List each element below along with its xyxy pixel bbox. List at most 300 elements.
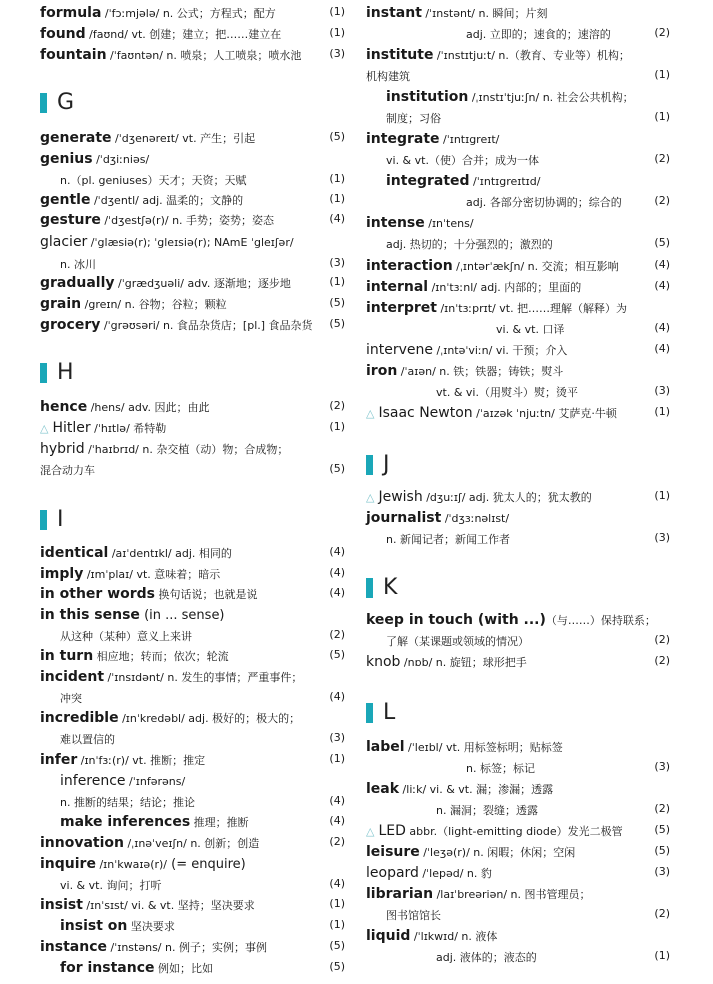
headword: keep in touch (with ...) [366, 612, 546, 628]
definition: adj. 液体的；液态的 [436, 951, 537, 964]
section-bar [40, 93, 47, 113]
phonetic: /ˈdʒiːniəs/ [92, 153, 150, 166]
entry-continuation [40, 918, 345, 934]
definition: n. 例子；实例；事例 [161, 941, 267, 954]
section-letter: I [57, 507, 64, 532]
headword: incredible [40, 710, 119, 726]
entry-continuation [366, 89, 670, 105]
headword: gentle [40, 192, 91, 208]
definition: adj. 热切的；十分强烈的；激烈的 [386, 238, 553, 251]
entry-continuation [366, 531, 670, 547]
unit-number: (5) [329, 296, 345, 309]
dictionary-entry [40, 607, 345, 623]
entry-continuation [366, 194, 670, 210]
unit-number: (2) [654, 194, 670, 207]
section-header [366, 575, 397, 600]
unit-number: (1) [654, 489, 670, 502]
definition: n. 标签；标记 [466, 762, 535, 775]
unit-number: (1) [329, 192, 345, 205]
entry-continuation [40, 690, 345, 706]
unit-number: (4) [329, 877, 345, 890]
dictionary-entry [40, 26, 345, 42]
unit-number: (4) [329, 814, 345, 827]
definition: vt. 创建；建立；把……建立在 [127, 28, 282, 41]
headword: iron [366, 363, 398, 379]
definition: （与……）保持联系； [545, 614, 656, 627]
headword: intervene [366, 342, 434, 358]
section-letter: H [57, 360, 74, 385]
phonetic: /aɪˈdentɪkl/ [108, 547, 172, 560]
dictionary-entry [366, 510, 670, 526]
unit-number: (2) [329, 628, 345, 641]
triangle-icon: △ [366, 825, 375, 838]
phonetic: /ˈɪnfərəns/ [125, 775, 186, 788]
entry-continuation [366, 110, 670, 126]
phonetic: /ˈdʒentl/ [90, 194, 139, 207]
dictionary-entry [366, 844, 670, 860]
phonetic: /nɒb/ [400, 656, 433, 669]
unit-number: (4) [329, 690, 345, 703]
phonetic: /laɪˈbreəriən/ [433, 888, 508, 901]
definition: n. 液体 [457, 930, 498, 943]
headword: institution [386, 89, 469, 105]
definition: adj. 各部分密切协调的；综合的 [466, 196, 622, 209]
entry-continuation [40, 960, 345, 976]
headword: integrated [386, 173, 470, 189]
section-header [40, 90, 74, 115]
phonetic: /ˈdʒenəreɪt/ [111, 132, 179, 145]
definition: 了解（某课题或领域的情况） [386, 635, 529, 648]
unit-number: (5) [329, 648, 345, 661]
definition: vt. 把……理解（解释）为 [495, 302, 628, 315]
dictionary-entry [366, 215, 670, 231]
unit-number: (1) [329, 752, 345, 765]
unit-number: (4) [329, 212, 345, 225]
headword: generate [40, 130, 112, 146]
unit-number: (4) [329, 566, 345, 579]
definition: n. 公式；方程式；配方 [159, 7, 276, 20]
dictionary-entry [40, 296, 345, 312]
unit-number: (1) [654, 68, 670, 81]
headword: formula [40, 5, 102, 21]
phonetic: /faʊnd/ [85, 28, 128, 41]
unit-number: (2) [654, 654, 670, 667]
definition: 艾萨克·牛顿 [554, 407, 617, 420]
unit-number: (3) [654, 865, 670, 878]
section-header [366, 700, 395, 725]
headword: imply [40, 566, 84, 582]
definition: n. 漏洞；裂缝；透露 [436, 804, 538, 817]
definition: adj. 犹太人的；犹太教的 [465, 491, 592, 504]
definition: n. 瞬间；片刻 [475, 7, 548, 20]
phonetic: /ɪnˈkwaɪə(r)/ [95, 858, 168, 871]
section-header [40, 360, 74, 385]
phonetic: /ˌɪnəˈveɪʃn/ [124, 837, 187, 850]
definition: (= enquire) [167, 857, 246, 872]
unit-number: (2) [654, 633, 670, 646]
headword: interaction [366, 258, 453, 274]
headword: inference [60, 773, 126, 789]
definition: abbr.（light-emitting diode）发光二极管 [405, 825, 623, 838]
dictionary-entry [366, 5, 670, 21]
dictionary-entry [40, 151, 345, 167]
unit-number: (3) [654, 760, 670, 773]
headword: instant [366, 5, 422, 21]
phonetic: /ˈdʒestʃə(r)/ [100, 214, 169, 227]
headword: in other words [40, 586, 156, 602]
unit-number: (4) [654, 342, 670, 355]
headword: gradually [40, 275, 115, 291]
headword: institute [366, 47, 434, 63]
headword: inquire [40, 856, 96, 872]
unit-number: (2) [654, 26, 670, 39]
definition: 冲突 [60, 692, 82, 705]
entry-continuation [366, 173, 670, 189]
definition: 从这种（某种）意义上来讲 [60, 630, 192, 643]
dictionary-entry [366, 300, 670, 316]
phonetic: /ˈɪntɪgreɪtɪd/ [469, 175, 541, 188]
definition: n. 闲暇；休闲；空闲 [469, 846, 576, 859]
dictionary-entry [40, 545, 345, 561]
phonetic: /ˌɪntəˈviːn/ [433, 344, 493, 357]
definition: vt. 推断；推定 [128, 754, 206, 767]
definition: vi. & vt. 询问；打听 [60, 879, 162, 892]
definition: vt. 产生；引起 [178, 132, 256, 145]
headword: hence [40, 399, 88, 415]
section-header [40, 507, 64, 532]
entry-continuation [40, 814, 345, 830]
definition: 图书馆馆长 [386, 909, 441, 922]
phonetic: /ˈlepəd/ [418, 867, 464, 880]
entry-continuation [40, 256, 345, 272]
unit-number: (5) [329, 130, 345, 143]
definition: n.（教育、专业等）机构； [494, 49, 630, 62]
headword: hybrid [40, 441, 85, 457]
entry-continuation [366, 384, 670, 400]
headword: label [366, 739, 405, 755]
unit-number: (4) [329, 545, 345, 558]
headword: liquid [366, 928, 411, 944]
entry-continuation [40, 731, 345, 747]
definition: 希特勒 [129, 422, 167, 435]
headword: integrate [366, 131, 440, 147]
phonetic: /greɪn/ [81, 298, 122, 311]
dictionary-entry [40, 420, 345, 436]
unit-number: (1) [654, 110, 670, 123]
unit-number: (3) [329, 256, 345, 269]
section-bar [366, 578, 373, 598]
dictionary-entry [40, 275, 345, 291]
phonetic: /ˈɪnstənt/ [421, 7, 475, 20]
entry-continuation [366, 321, 670, 337]
definition: n. 发生的事情；严重事件； [163, 671, 303, 684]
entry-continuation [40, 628, 345, 644]
section-header [366, 452, 390, 477]
dictionary-entry [40, 234, 345, 250]
unit-number: (1) [329, 897, 345, 910]
definition: vt. & vi.（用熨斗）熨；烫平 [436, 386, 578, 399]
triangle-icon: △ [40, 422, 49, 435]
definition: n. 新闻记者；新闻工作者 [386, 533, 510, 546]
phonetic: /ˈɪnstɪtjuːt/ [433, 49, 495, 62]
definition: n. 手势；姿势；姿态 [168, 214, 275, 227]
unit-number: (3) [654, 531, 670, 544]
entry-continuation [366, 236, 670, 252]
unit-number: (1) [329, 918, 345, 931]
definition: adj. 立即的；速食的；速溶的 [466, 28, 611, 41]
unit-number: (2) [654, 907, 670, 920]
headword: journalist [366, 510, 442, 526]
section-letter: G [57, 90, 75, 115]
phonetic: /ˈgrædʒuəli/ [114, 277, 184, 290]
unit-number: (5) [329, 960, 345, 973]
headword: Hitler [52, 420, 91, 436]
phonetic: /ˈleʒə(r)/ [419, 846, 470, 859]
definition: vt. 意味着；暗示 [132, 568, 221, 581]
definition: n. 铁；铁器；铸铁；熨斗 [435, 365, 564, 378]
section-bar [40, 510, 47, 530]
phonetic: /ˈɪnstəns/ [107, 941, 162, 954]
entry-continuation [366, 760, 670, 776]
headword: insist on [60, 918, 128, 934]
dictionary-entry [366, 823, 670, 839]
dictionary-entry [366, 781, 670, 797]
headword: infer [40, 752, 78, 768]
unit-number: (4) [329, 586, 345, 599]
definition: n. 谷物；谷粒；颗粒 [121, 298, 227, 311]
phonetic: /ɪmˈplaɪ/ [83, 568, 133, 581]
dictionary-entry [366, 739, 670, 755]
headword: gesture [40, 212, 101, 228]
entry-continuation [366, 68, 670, 84]
unit-number: (5) [654, 844, 670, 857]
entry-continuation [366, 802, 670, 818]
headword: make inferences [60, 814, 191, 830]
definition: adj. 温柔的；文静的 [138, 194, 244, 207]
headword: innovation [40, 835, 124, 851]
dictionary-entry [40, 5, 345, 21]
dictionary-entry [40, 939, 345, 955]
definition: 例如；比如 [154, 962, 213, 975]
headword: interpret [366, 300, 437, 316]
triangle-icon: △ [366, 407, 375, 420]
definition: n.（pl. geniuses）天才；天资；天赋 [60, 174, 247, 187]
entry-continuation [40, 773, 345, 789]
unit-number: (2) [654, 802, 670, 815]
headword: librarian [366, 886, 434, 902]
dictionary-entry [40, 669, 345, 685]
definition: n. 创新；创造 [186, 837, 260, 850]
unit-number: (1) [654, 405, 670, 418]
entry-continuation [366, 26, 670, 42]
headword: Isaac Newton [378, 405, 473, 421]
definition: n. 杂交植（动）物；合成物； [138, 443, 289, 456]
definition: vi. & vt.（使）合并；成为一体 [386, 154, 539, 167]
headword: grain [40, 296, 82, 312]
unit-number: (1) [329, 26, 345, 39]
headword: identical [40, 545, 109, 561]
headword: knob [366, 654, 401, 670]
dictionary-entry [366, 342, 670, 358]
unit-number: (1) [654, 949, 670, 962]
unit-number: (1) [329, 172, 345, 185]
unit-number: (2) [329, 835, 345, 848]
unit-number: (2) [329, 399, 345, 412]
entry-continuation [366, 152, 670, 168]
headword: grocery [40, 317, 101, 333]
definition: vi. & vt. 坚持；坚决要求 [127, 899, 255, 912]
dictionary-entry [40, 856, 345, 872]
phonetic: /ˈfaʊntən/ [106, 49, 163, 62]
unit-number: (4) [654, 258, 670, 271]
phonetic: /ˈglæsiə(r); ˈgleɪsiə(r); NAmE ˈgleɪʃər/ [87, 236, 294, 249]
definition: vi. & vt. 口译 [496, 323, 565, 336]
unit-number: (3) [329, 47, 345, 60]
triangle-icon: △ [366, 491, 375, 504]
phonetic: /ˈaɪən/ [397, 365, 436, 378]
definition: 难以置信的 [60, 733, 115, 746]
unit-number: (4) [329, 794, 345, 807]
unit-number: (1) [329, 420, 345, 433]
dictionary-entry [40, 897, 345, 913]
phonetic: /ˈgrəʊsəri/ [100, 319, 160, 332]
phonetic: /ɪnˈfɜː(r)/ [77, 754, 129, 767]
unit-number: (3) [329, 731, 345, 744]
section-letter: J [383, 452, 390, 477]
unit-number: (1) [329, 275, 345, 288]
definition: n. 喷泉；人工喷泉；喷水池 [162, 49, 302, 62]
dictionary-entry [40, 212, 345, 228]
unit-number: (5) [329, 939, 345, 952]
definition: adv. 逐渐地；逐步地 [183, 277, 291, 290]
definition: n. 食品杂货店；[pl.] 食品杂货 [159, 319, 313, 332]
unit-number: (4) [654, 321, 670, 334]
phonetic: /liːk/ [399, 783, 427, 796]
definition: n. 社会公共机构； [539, 91, 634, 104]
phonetic: /ˈɪnsɪdənt/ [104, 671, 164, 684]
dictionary-entry [366, 654, 670, 670]
phonetic: /ˈɪntɪgreɪt/ [439, 133, 500, 146]
section-letter: L [383, 700, 396, 725]
dictionary-entry [40, 399, 345, 415]
definition: 推理；推断 [190, 816, 249, 829]
phonetic: /ˈfɔːmjələ/ [101, 7, 160, 20]
dictionary-entry [40, 835, 345, 851]
phonetic: /hens/ [87, 401, 125, 414]
definition: n. 旋钮；球形把手 [432, 656, 527, 669]
headword: genius [40, 151, 93, 167]
dictionary-entry [40, 648, 345, 664]
unit-number: (3) [654, 384, 670, 397]
dictionary-entry [40, 47, 345, 63]
unit-number: (5) [654, 823, 670, 836]
dictionary-entry [366, 405, 670, 421]
definition: vi. & vt. 漏；渗漏；透露 [426, 783, 554, 796]
definition: n. 冰川 [60, 258, 96, 271]
dictionary-entry [40, 752, 345, 768]
definition: (in ... sense) [139, 608, 225, 623]
section-bar [366, 455, 373, 475]
definition: n. 图书管理员； [507, 888, 591, 901]
headword: leopard [366, 865, 419, 881]
headword: glacier [40, 234, 88, 250]
definition: 机构建筑 [366, 70, 410, 83]
headword: intense [366, 215, 425, 231]
dictionary-entry [40, 130, 345, 146]
dictionary-entry [366, 258, 670, 274]
phonetic: /ˌɪntərˈækʃn/ [452, 260, 525, 273]
entry-continuation [366, 907, 670, 923]
headword: LED [378, 823, 406, 839]
phonetic: /ɪnˈtɜːnl/ [428, 281, 477, 294]
definition: vt. 用标签标明；贴标签 [442, 741, 563, 754]
entry-continuation [366, 633, 670, 649]
dictionary-entry [366, 363, 670, 379]
headword: in this sense [40, 607, 140, 623]
section-bar [366, 703, 373, 723]
unit-number: (4) [654, 279, 670, 292]
dictionary-entry [40, 710, 345, 726]
entry-continuation [40, 877, 345, 893]
phonetic: /ˈlɪkwɪd/ [410, 930, 458, 943]
phonetic: /ˈhɪtlə/ [90, 422, 130, 435]
dictionary-entry [366, 279, 670, 295]
unit-number: (5) [654, 236, 670, 249]
dictionary-entry [40, 586, 345, 602]
entry-continuation [40, 794, 345, 810]
dictionary-entry [366, 131, 670, 147]
dictionary-entry [366, 489, 670, 505]
definition: adj. 极好的；极大的； [184, 712, 301, 725]
dictionary-entry [366, 865, 670, 881]
entry-continuation [40, 172, 345, 188]
dictionary-entry [40, 192, 345, 208]
entry-continuation [366, 949, 670, 965]
headword: Jewish [378, 489, 423, 505]
headword: instance [40, 939, 107, 955]
phonetic: /ˈaɪzək ˈnjuːtn/ [472, 407, 555, 420]
headword: fountain [40, 47, 107, 63]
definition: 相应地；转而；依次；轮流 [93, 650, 229, 663]
phonetic: /dʒuːɪʃ/ [422, 491, 466, 504]
unit-number: (2) [654, 152, 670, 165]
definition: 制度；习俗 [386, 112, 441, 125]
definition: adv. 因此；由此 [124, 401, 210, 414]
dictionary-entry [40, 441, 345, 457]
headword: leisure [366, 844, 420, 860]
definition: 换句话说；也就是说 [155, 588, 258, 601]
phonetic: /ˈleɪbl/ [404, 741, 443, 754]
phonetic: /ˈdʒɜːnəlɪst/ [441, 512, 510, 525]
phonetic: /ɪnˈtens/ [424, 217, 474, 230]
definition: n. 豹 [463, 867, 492, 880]
dictionary-entry [40, 566, 345, 582]
definition: vi. 干预；介入 [492, 344, 568, 357]
definition: adj. 内部的；里面的 [476, 281, 582, 294]
section-letter: K [383, 575, 398, 600]
entry-continuation [40, 462, 345, 478]
headword: internal [366, 279, 429, 295]
section-bar [40, 363, 47, 383]
dictionary-entry [366, 612, 670, 628]
unit-number: (1) [329, 5, 345, 18]
dictionary-entry [40, 317, 345, 333]
phonetic: /ˌɪnstɪˈtjuːʃn/ [468, 91, 540, 104]
definition: n. 交流；相互影响 [524, 260, 619, 273]
headword: for instance [60, 960, 155, 976]
headword: in turn [40, 648, 94, 664]
definition: n. 推断的结果；结论；推论 [60, 796, 195, 809]
